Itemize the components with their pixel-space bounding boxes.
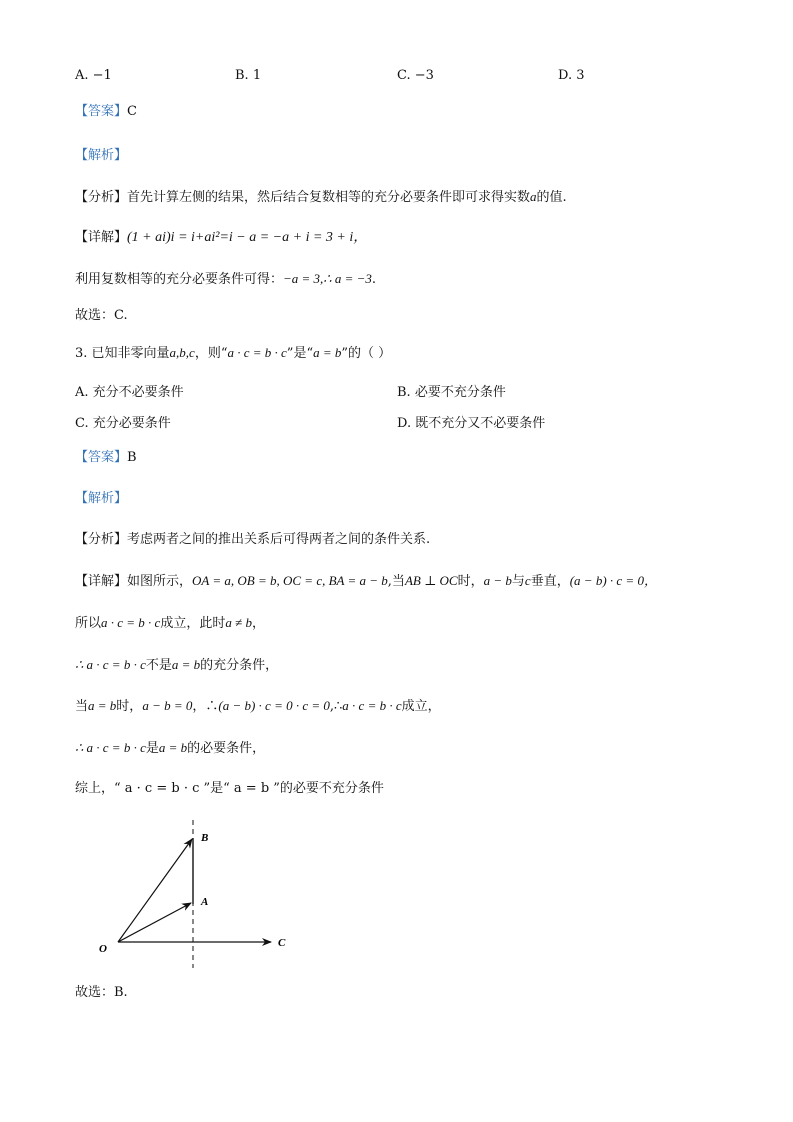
l5-math: ∴ a · c = b · c bbox=[75, 740, 146, 755]
xiangjie-tag: 【详解】 bbox=[75, 230, 128, 245]
answer-tag: 【答案】 bbox=[75, 450, 128, 465]
l4-d: ,∴ bbox=[329, 699, 343, 714]
q3-line3 bbox=[75, 656, 278, 675]
q3-line4 bbox=[75, 697, 441, 716]
q2-option-a: A. −1 bbox=[75, 68, 112, 83]
vector-figure bbox=[85, 818, 315, 973]
answer-value: C bbox=[127, 104, 137, 119]
q2-option-b: B. 1 bbox=[235, 68, 262, 83]
q3-summary: 综上，“ a · c = b · c ”是“ a = b ”的必要不充分条件 bbox=[75, 781, 384, 796]
xiangjie-math: (1 + ai)i = i+ai²=i − a = −a + i = 3 + i， bbox=[127, 230, 368, 245]
fenxi-text: 首先计算左侧的结果，然后结合复数相等的充分必要条件即可求得实数 bbox=[127, 190, 531, 205]
fenxi-tag: 【分析】 bbox=[75, 190, 128, 205]
l4-c: ，∴ bbox=[192, 699, 219, 714]
label-o: O bbox=[99, 943, 107, 955]
fenxi-end: 的值. bbox=[536, 190, 567, 205]
line2-end: . bbox=[371, 272, 377, 287]
l1-a: 如图所示， bbox=[127, 574, 193, 589]
stem-mid2: ”是“ bbox=[286, 346, 314, 361]
answer-tag: 【答案】 bbox=[75, 104, 128, 119]
q3-answer bbox=[75, 449, 137, 467]
q3-option-a: A. 充分不必要条件 bbox=[75, 385, 184, 400]
l5-math2: a = b bbox=[158, 740, 188, 755]
line2-text: 利用复数相等的充分必要条件可得： bbox=[75, 272, 284, 287]
q2-guxuan: 故选：C. bbox=[75, 308, 128, 323]
l1-e: 与 bbox=[511, 574, 525, 589]
q2-option-d: D. 3 bbox=[558, 68, 585, 83]
q3-option-c: C. 充分必要条件 bbox=[75, 416, 171, 431]
q3-guxuan: 故选：B. bbox=[75, 985, 128, 1000]
stem-prefix: 3. 已知非零向量 bbox=[75, 346, 170, 361]
l4-b: 时， bbox=[116, 699, 143, 714]
l2-c: ， bbox=[251, 616, 265, 631]
l3-c: 的充分条件， bbox=[200, 658, 279, 673]
q2-conclusion bbox=[75, 270, 376, 289]
l4-math3: (a − b) · c = 0 · c = 0 bbox=[218, 698, 330, 713]
q3-jiexi-heading: 【解析】 bbox=[75, 491, 128, 506]
l2-math: a · c = b · c bbox=[101, 615, 161, 630]
l4-e: 成立， bbox=[401, 699, 441, 714]
xiangjie-tag: 【详解】 bbox=[75, 574, 128, 589]
l2-b: 成立，此时 bbox=[160, 616, 226, 631]
stem-cond2: a = b bbox=[313, 345, 342, 360]
fenxi-var: a bbox=[530, 189, 537, 204]
label-c: C bbox=[278, 937, 286, 949]
l1-d: a − b bbox=[483, 573, 512, 588]
l3-math: ∴ a · c = b · c bbox=[75, 657, 146, 672]
stem-end: ”的（ ） bbox=[341, 346, 392, 361]
q3-line5 bbox=[75, 739, 265, 758]
l1-perp: AB ⊥ OC bbox=[404, 573, 458, 588]
label-a: A bbox=[201, 896, 209, 908]
stem-cond1: a · c = b · c bbox=[227, 345, 287, 360]
l1-c: 时， bbox=[457, 574, 484, 589]
l5-b: 是 bbox=[145, 741, 159, 756]
q3-fenxi bbox=[75, 531, 430, 549]
q3-line2 bbox=[75, 614, 265, 633]
q2-fenxi bbox=[75, 188, 567, 207]
label-b: B bbox=[201, 832, 209, 844]
stem-mid1: ，则“ bbox=[194, 346, 228, 361]
q3-stem bbox=[75, 344, 391, 363]
q2-answer bbox=[75, 103, 137, 121]
l2-math2: a ≠ b bbox=[225, 615, 252, 630]
l4-math: a = b bbox=[88, 698, 117, 713]
l4-math4: a · c = b · c bbox=[342, 698, 402, 713]
q2-jiexi-heading: 【解析】 bbox=[75, 148, 128, 163]
l2-a: 所以 bbox=[75, 616, 102, 631]
l1-math: OA = a, OB = b, OC = c, BA = a − b bbox=[192, 573, 388, 588]
l1-h: (a − b) · c = 0， bbox=[569, 573, 657, 588]
fenxi-text: 考虑两者之间的推出关系后可得两者之间的条件关系. bbox=[127, 532, 431, 547]
line2-math: −a = 3,∴ a = −3 bbox=[283, 271, 372, 286]
q3-xiangjie-line1 bbox=[75, 572, 657, 591]
l4-math2: a − b = 0 bbox=[142, 698, 193, 713]
l1-g: 垂直， bbox=[530, 574, 570, 589]
l3-math2: a = b bbox=[171, 657, 201, 672]
vector-oa bbox=[118, 903, 191, 942]
stem-vectors: a,b,c bbox=[169, 345, 195, 360]
l3-b: 不是 bbox=[145, 658, 172, 673]
vector-ob bbox=[118, 839, 192, 942]
l1-b: ,当 bbox=[387, 574, 405, 589]
fenxi-tag: 【分析】 bbox=[75, 532, 128, 547]
l1-f: c bbox=[524, 573, 531, 588]
l4-a: 当 bbox=[75, 699, 89, 714]
q3-option-d: D. 既不充分又不必要条件 bbox=[397, 416, 546, 431]
answer-value: B bbox=[127, 450, 137, 465]
l5-c: 的必要条件， bbox=[187, 741, 266, 756]
q3-option-b: B. 必要不充分条件 bbox=[397, 385, 506, 400]
q2-option-c: C. −3 bbox=[397, 68, 434, 83]
q2-xiangjie bbox=[75, 228, 367, 247]
